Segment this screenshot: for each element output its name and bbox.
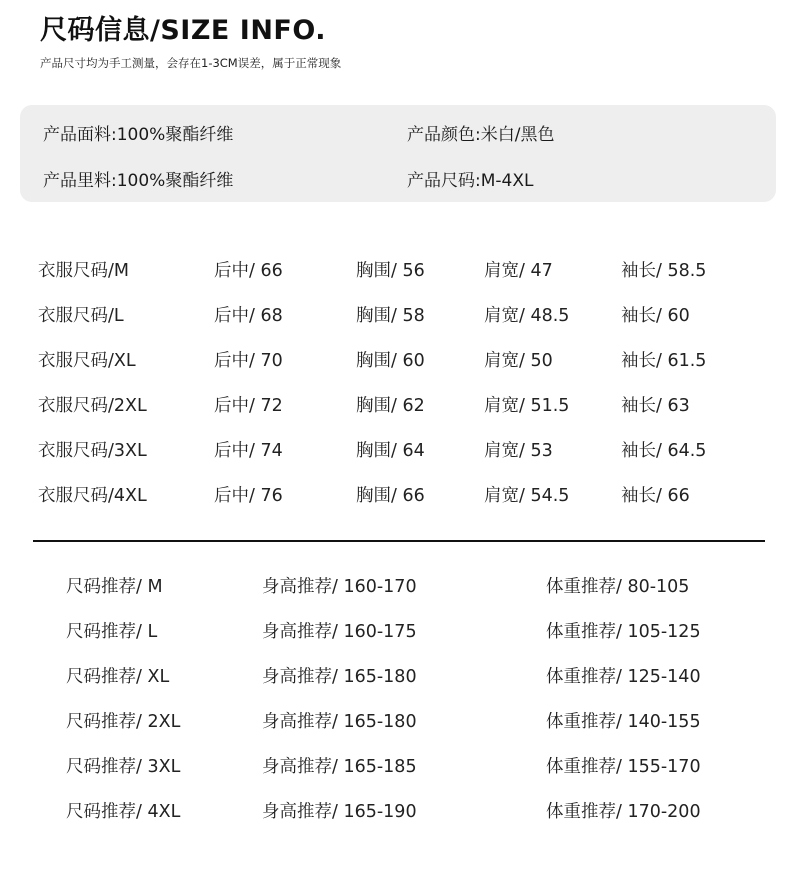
recommended-weight: 体重推荐/ 155-170 xyxy=(546,757,701,777)
shoulder-width: 肩宽/ 48.5 xyxy=(484,306,570,326)
recommended-height: 身高推荐/ 165-190 xyxy=(262,802,417,822)
shoulder-width: 肩宽/ 53 xyxy=(484,441,553,461)
shoulder-width: 肩宽/ 54.5 xyxy=(484,486,570,506)
page-title: 尺码信息/SIZE INFO. xyxy=(40,15,326,46)
recommendation-row xyxy=(0,753,790,783)
recommended-weight: 体重推荐/ 105-125 xyxy=(546,622,701,642)
chest: 胸围/ 58 xyxy=(356,306,425,326)
garment-size: 衣服尺码/L xyxy=(38,306,124,326)
sleeve-length: 袖长/ 58.5 xyxy=(621,261,707,281)
measurement-row xyxy=(0,302,790,332)
chest: 胸围/ 60 xyxy=(356,351,425,371)
back-length: 后中/ 68 xyxy=(214,306,283,326)
recommended-size: 尺码推荐/ 2XL xyxy=(66,712,181,732)
recommended-height: 身高推荐/ 160-170 xyxy=(262,577,417,597)
chest: 胸围/ 62 xyxy=(356,396,425,416)
garment-size: 衣服尺码/3XL xyxy=(38,441,147,461)
back-length: 后中/ 72 xyxy=(214,396,283,416)
chest: 胸围/ 66 xyxy=(356,486,425,506)
recommended-size: 尺码推荐/ M xyxy=(66,577,163,597)
recommended-size: 尺码推荐/ XL xyxy=(66,667,170,687)
size-range-info: 产品尺码:M-4XL xyxy=(407,171,534,191)
lining-info: 产品里料:100%聚酯纤维 xyxy=(43,171,234,191)
color-info: 产品颜色:米白/黑色 xyxy=(407,125,555,145)
recommended-weight: 体重推荐/ 125-140 xyxy=(546,667,701,687)
recommended-weight: 体重推荐/ 80-105 xyxy=(546,577,690,597)
measurement-row xyxy=(0,482,790,512)
sleeve-length: 袖长/ 60 xyxy=(621,306,690,326)
section-divider xyxy=(33,540,765,542)
recommended-weight: 体重推荐/ 170-200 xyxy=(546,802,701,822)
shoulder-width: 肩宽/ 51.5 xyxy=(484,396,570,416)
shoulder-width: 肩宽/ 50 xyxy=(484,351,553,371)
chest: 胸围/ 56 xyxy=(356,261,425,281)
measurement-note: 产品尺寸均为手工测量，会存在1-3CM误差，属于正常现象 xyxy=(40,56,342,70)
recommended-size: 尺码推荐/ L xyxy=(66,622,158,642)
recommendation-row xyxy=(0,618,790,648)
recommended-weight: 体重推荐/ 140-155 xyxy=(546,712,701,732)
garment-size: 衣服尺码/2XL xyxy=(38,396,147,416)
fabric-info: 产品面料:100%聚酯纤维 xyxy=(43,125,234,145)
sleeve-length: 袖长/ 61.5 xyxy=(621,351,707,371)
garment-size: 衣服尺码/M xyxy=(38,261,129,281)
measurement-row xyxy=(0,437,790,467)
product-info-box xyxy=(20,105,776,202)
back-length: 后中/ 66 xyxy=(214,261,283,281)
sleeve-length: 袖长/ 64.5 xyxy=(621,441,707,461)
recommended-size: 尺码推荐/ 3XL xyxy=(66,757,181,777)
measurement-row xyxy=(0,392,790,422)
sleeve-length: 袖长/ 63 xyxy=(621,396,690,416)
measurement-row xyxy=(0,257,790,287)
garment-size: 衣服尺码/4XL xyxy=(38,486,147,506)
recommended-height: 身高推荐/ 165-180 xyxy=(262,712,417,732)
recommended-height: 身高推荐/ 160-175 xyxy=(262,622,417,642)
recommendation-row xyxy=(0,708,790,738)
sleeve-length: 袖长/ 66 xyxy=(621,486,690,506)
garment-size: 衣服尺码/XL xyxy=(38,351,136,371)
recommended-height: 身高推荐/ 165-185 xyxy=(262,757,417,777)
recommendation-row xyxy=(0,573,790,603)
back-length: 后中/ 70 xyxy=(214,351,283,371)
recommendation-row xyxy=(0,663,790,693)
back-length: 后中/ 74 xyxy=(214,441,283,461)
recommended-size: 尺码推荐/ 4XL xyxy=(66,802,181,822)
measurement-row xyxy=(0,347,790,377)
chest: 胸围/ 64 xyxy=(356,441,425,461)
shoulder-width: 肩宽/ 47 xyxy=(484,261,553,281)
recommended-height: 身高推荐/ 165-180 xyxy=(262,667,417,687)
back-length: 后中/ 76 xyxy=(214,486,283,506)
recommendation-row xyxy=(0,798,790,828)
